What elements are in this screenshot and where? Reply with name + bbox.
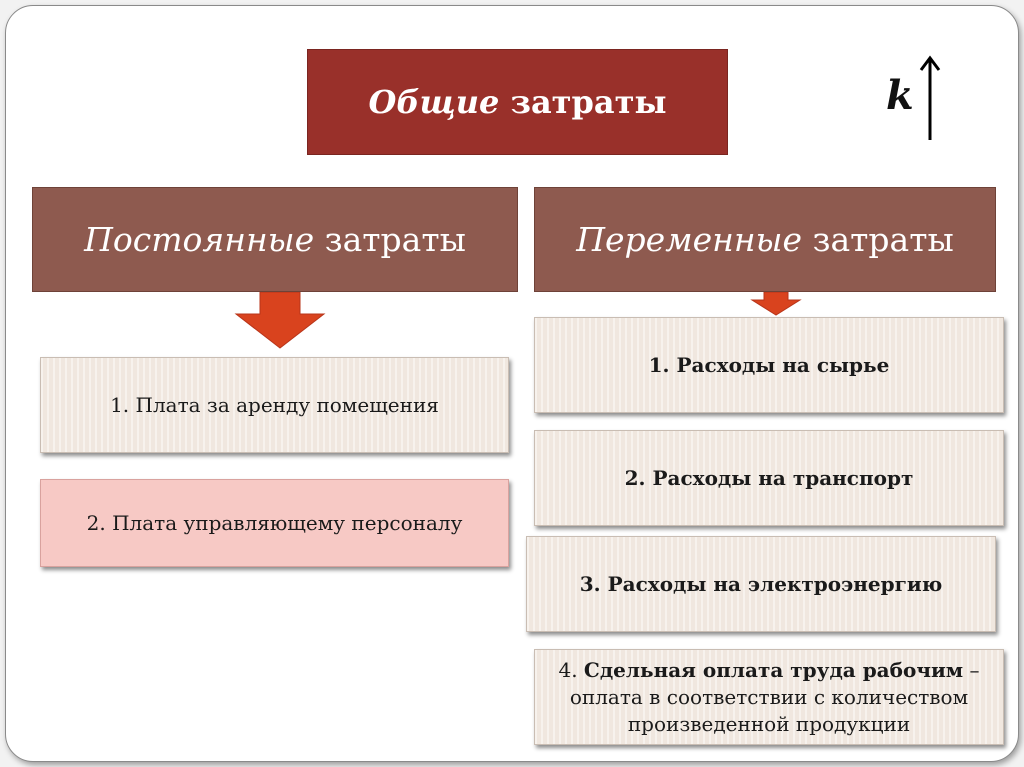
variable-cost-item-text (541, 657, 997, 738)
variable-costs-box (534, 187, 996, 292)
k-coefficient-label: k (886, 72, 914, 119)
fixed-costs-box (32, 187, 518, 292)
variable-cost-item-label: 2. Расходы на транспорт (624, 466, 914, 490)
variable-cost-item (526, 536, 996, 632)
variable-costs-rest: затраты (801, 220, 954, 259)
slide-frame (5, 5, 1019, 762)
variable-costs-italic: Переменные (576, 220, 802, 259)
total-costs-italic: Общие (368, 83, 500, 121)
down-arrow-icon (750, 292, 802, 316)
fixed-cost-item-label: 2. Плата управляющему персоналу (86, 511, 463, 535)
item-number: 4. (558, 657, 584, 682)
up-arrow-icon (918, 54, 942, 142)
variable-cost-item-label: 1. Расходы на сырье (648, 353, 890, 377)
fixed-cost-item (40, 479, 509, 567)
variable-cost-item (534, 649, 1004, 745)
fixed-costs-rest: затраты (314, 220, 466, 259)
down-arrow-icon (234, 292, 326, 350)
item-rest-text: – оплата в соответствии с количеством произведенной продукции (569, 657, 980, 736)
fixed-cost-item (40, 357, 509, 453)
item-bold-text: Сдельная оплата труда рабочим (583, 657, 964, 682)
variable-cost-item (534, 430, 1004, 526)
total-costs-box (307, 49, 728, 155)
fixed-cost-item-label: 1. Плата за аренду помещения (110, 393, 439, 417)
fixed-costs-italic: Постоянные (84, 220, 315, 259)
variable-cost-item (534, 317, 1004, 413)
total-costs-rest: затраты (499, 83, 667, 121)
variable-cost-item-label: 3. Расходы на электроэнергию (579, 572, 943, 596)
